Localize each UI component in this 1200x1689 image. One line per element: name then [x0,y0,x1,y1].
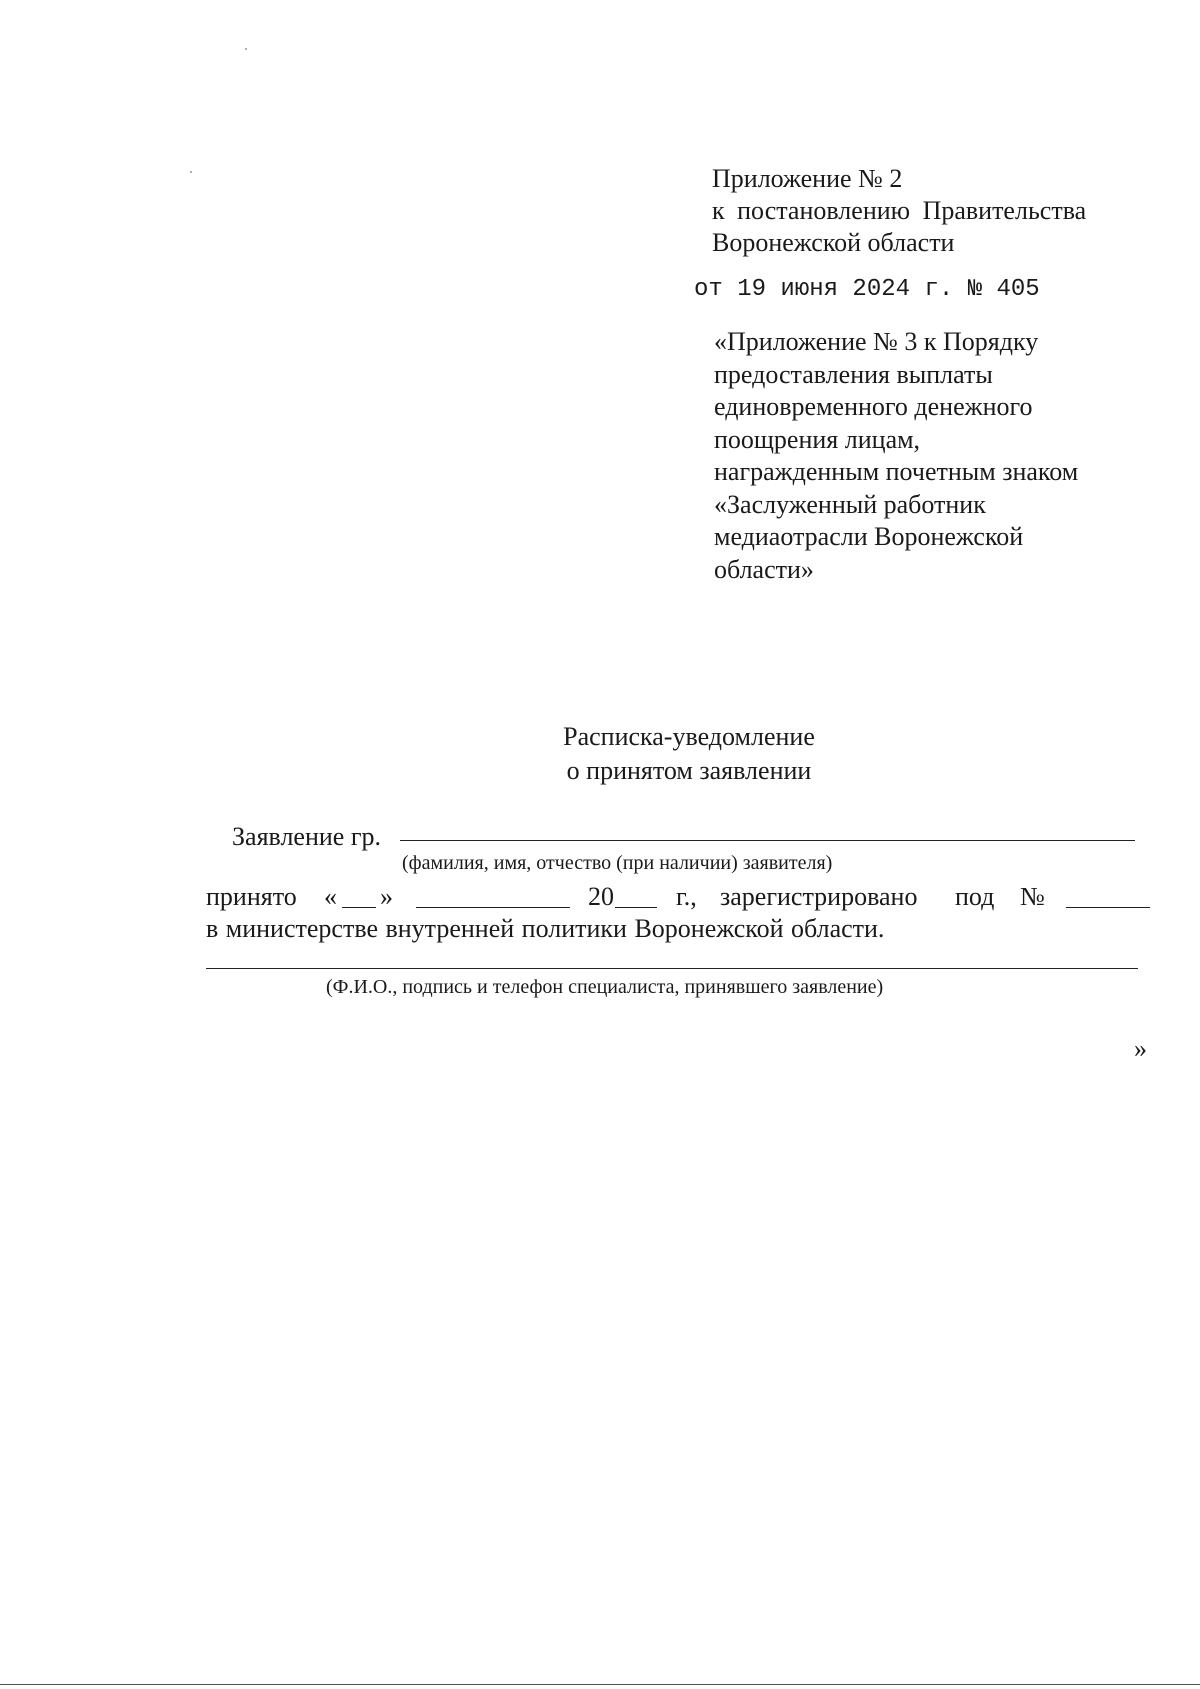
quote-line-1: «Приложение № 3 к Порядку [714,327,1039,356]
scan-speck [190,171,192,173]
ministry-text: в министерстве внутренней политики Воронежской области. [206,914,885,943]
closing-quote: » [1134,1034,1147,1063]
appendix-line-2: к постановлению Правительства [712,196,1087,225]
registration-number-field[interactable] [1066,907,1150,908]
page-bottom-edge [0,1684,1200,1685]
year-prefix: 20 [588,882,614,911]
appendix-line-1: Приложение № 2 [712,164,903,193]
month-field[interactable] [416,907,570,908]
quote-line-5: награжденным почетным знаком [714,457,1079,486]
day-open-quote: « [324,882,337,911]
year-suffix: г., [676,882,697,911]
quote-line-3: единовременного денежного [714,392,1033,421]
scan-speck [245,48,247,50]
document-title [0,720,1200,788]
under-label: под [955,882,995,911]
stamp-date: от 19 июня 2024 г. № 405 [694,276,1040,303]
accepted-label: принято [206,882,297,911]
appendix-line-3: Воронежской области [712,228,955,257]
quote-line-2: предоставления выплаты [714,359,993,389]
number-sign: № [1020,882,1045,911]
specialist-field[interactable] [206,968,1138,969]
day-field[interactable] [342,907,376,908]
day-close-quote: » [380,882,393,911]
quote-line-8: области» [714,554,814,584]
applicant-name-field[interactable] [400,840,1135,841]
title-line-2: о принятом заявлении [566,756,812,785]
registered-label: зарегистрировано [720,882,918,911]
quote-line-7: медиаотрасли Воронежской [714,522,1024,551]
title-line-1: Расписка-уведомление [563,722,815,751]
applicant-caption: (фамилия, имя, отчество (при наличии) заявителя) [402,852,833,874]
quote-line-4: поощрения лицам, [714,424,921,454]
applicant-label: Заявление гр. [232,822,382,851]
specialist-caption: (Ф.И.О., подпись и телефон специалиста, принявшего заявление) [326,976,884,998]
quote-block [714,326,1078,586]
quote-line-6: «Заслуженный работник [714,489,986,519]
year-field[interactable] [615,907,657,908]
